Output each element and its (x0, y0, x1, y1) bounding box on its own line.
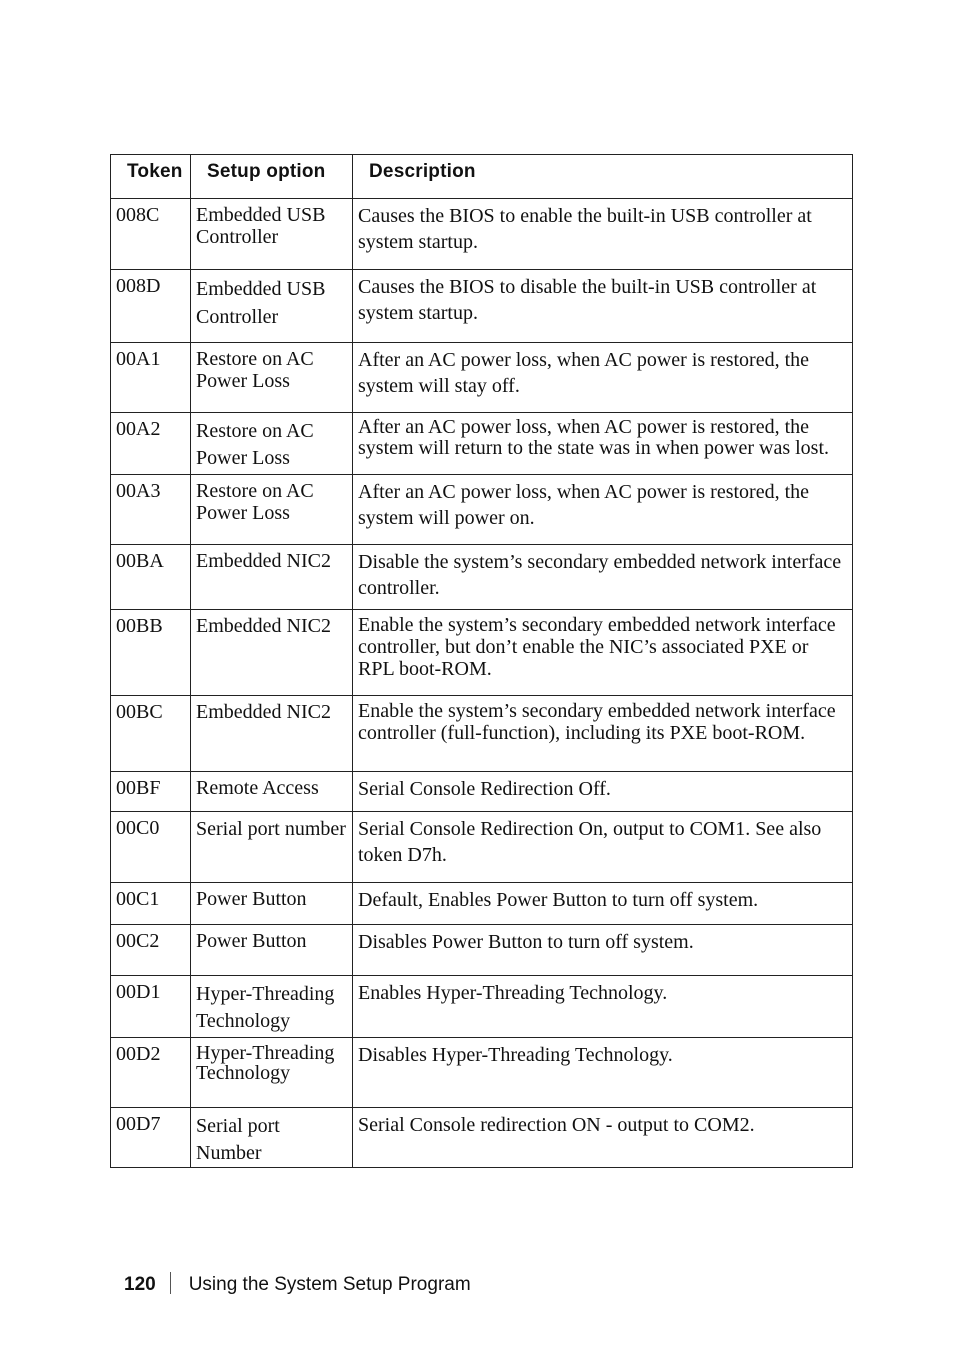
table-row (111, 976, 853, 1038)
description-cell: Enable the system’s secondary embedded network interface controller, but don’t enable the NIC’s associated PXE or RPL boot-ROM. (353, 610, 853, 696)
page-number: 120 (124, 1274, 156, 1295)
token-cell: 00BC (111, 696, 191, 772)
description-cell: After an AC power loss, when AC power is restored, the system will stay off. (353, 343, 853, 413)
token-cell: 00A3 (111, 475, 191, 545)
setup-option-cell: Restore on AC Power Loss (191, 413, 353, 475)
table-row (111, 1038, 853, 1108)
description-cell: Disable the system’s secondary embedded network interface controller. (353, 545, 853, 610)
setup-option-cell: Embedded NIC2 (191, 545, 353, 610)
table-row (111, 270, 853, 343)
token-cell: 00D2 (111, 1038, 191, 1108)
table-row (111, 925, 853, 976)
setup-option-cell: Serial port Number (191, 1108, 353, 1168)
setup-option-cell: Embedded NIC2 (191, 610, 353, 696)
description-cell: After an AC power loss, when AC power is restored, the system will return to the state was in when power was lost. (353, 413, 853, 475)
description-cell: Enables Hyper-Threading Technology. (353, 976, 853, 1038)
description-cell: Enable the system’s secondary embedded network interface controller (full-function), including its PXE boot-ROM. (353, 696, 853, 772)
table-row (111, 475, 853, 545)
description-cell: Causes the BIOS to disable the built-in USB controller at system startup. (353, 270, 853, 343)
setup-option-cell: Embedded NIC2 (191, 696, 353, 772)
description-cell: Disables Power Button to turn off system. (353, 925, 853, 976)
page-footer (124, 1272, 471, 1296)
table-row (111, 696, 853, 772)
setup-option-cell: Power Button (191, 925, 353, 976)
table-row (111, 343, 853, 413)
setup-option-cell: Hyper-Threading Technology (191, 976, 353, 1038)
setup-option-cell: Power Button (191, 883, 353, 925)
header-setup-option: Setup option (191, 155, 353, 199)
token-cell: 00A2 (111, 413, 191, 475)
token-cell: 00BF (111, 772, 191, 812)
description-cell: After an AC power loss, when AC power is restored, the system will power on. (353, 475, 853, 545)
description-cell: Serial Console Redirection Off. (353, 772, 853, 812)
table-row (111, 883, 853, 925)
description-cell: Serial Console Redirection On, output to COM1. See also token D7h. (353, 812, 853, 883)
token-cell: 00C2 (111, 925, 191, 976)
description-cell: Disables Hyper-Threading Technology. (353, 1038, 853, 1108)
description-cell: Serial Console redirection ON - output to COM2. (353, 1108, 853, 1168)
token-cell: 00D1 (111, 976, 191, 1038)
token-cell: 008C (111, 199, 191, 270)
table-row (111, 545, 853, 610)
bios-token-table (110, 154, 853, 1168)
setup-option-cell: Restore on AC Power Loss (191, 475, 353, 545)
section-title: Using the System Setup Program (188, 1274, 471, 1295)
description-cell: Causes the BIOS to enable the built-in USB controller at system startup. (353, 199, 853, 270)
footer-divider (170, 1272, 171, 1294)
setup-option-cell: Serial port number (191, 812, 353, 883)
header-description: Description (353, 155, 853, 199)
table-row (111, 1108, 853, 1168)
table-row (111, 413, 853, 475)
token-cell: 00A1 (111, 343, 191, 413)
token-cell: 00BB (111, 610, 191, 696)
token-cell: 00C1 (111, 883, 191, 925)
setup-option-cell: Embedded USB Controller (191, 199, 353, 270)
token-cell: 00D7 (111, 1108, 191, 1168)
table-row (111, 772, 853, 812)
token-cell: 00BA (111, 545, 191, 610)
setup-option-cell: Restore on AC Power Loss (191, 343, 353, 413)
token-cell: 008D (111, 270, 191, 343)
token-cell: 00C0 (111, 812, 191, 883)
description-cell: Default, Enables Power Button to turn off system. (353, 883, 853, 925)
header-token: Token (111, 155, 191, 199)
table-row (111, 610, 853, 696)
setup-option-cell: Remote Access (191, 772, 353, 812)
table-row (111, 199, 853, 270)
table-row (111, 812, 853, 883)
table-header-row (111, 155, 853, 199)
setup-option-cell: Hyper-Threading Technology (191, 1038, 353, 1108)
setup-option-cell: Embedded USB Controller (191, 270, 353, 343)
